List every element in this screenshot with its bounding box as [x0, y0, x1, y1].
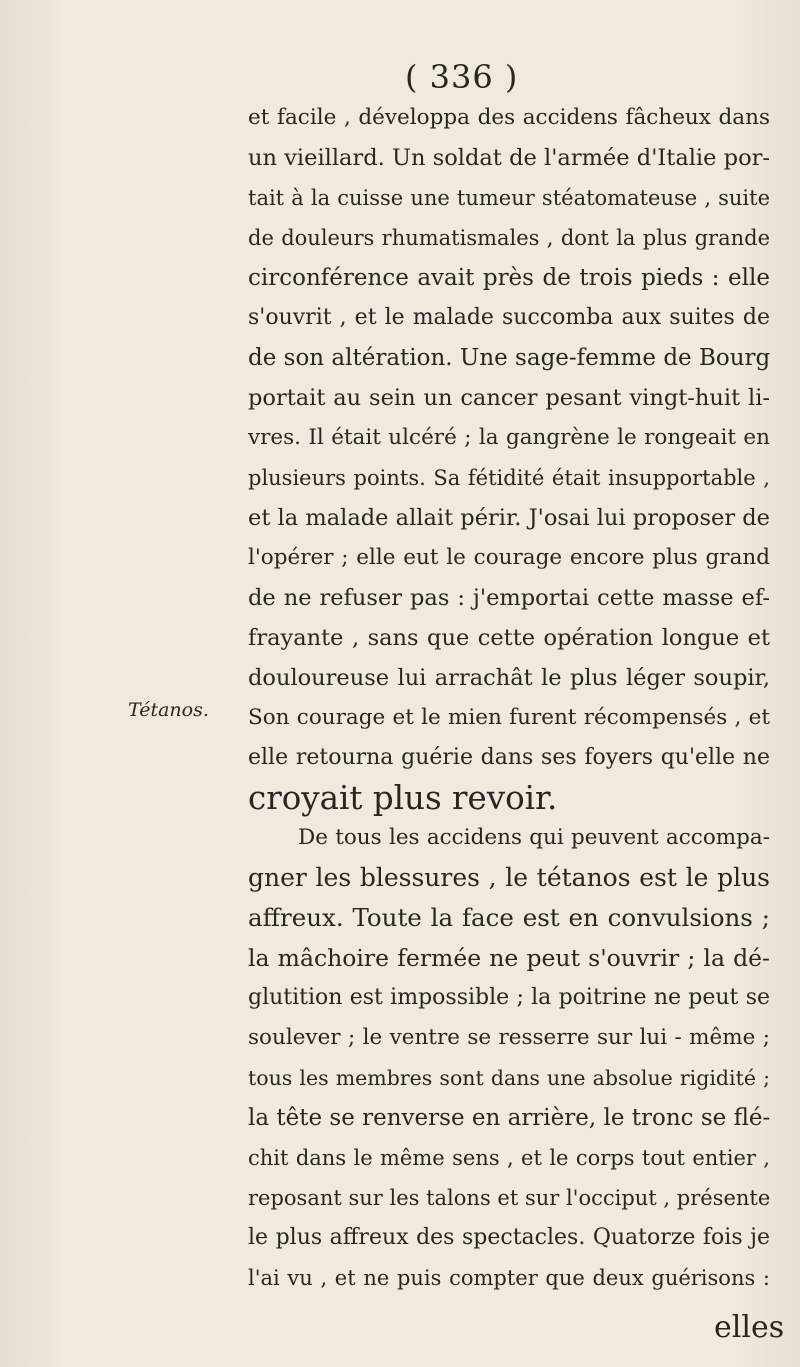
text-line: reposant sur les talons et sur l'occiput , présente — [248, 1186, 771, 1210]
text-line: chit dans le même sens , et le corps tout entier , — [248, 1146, 770, 1170]
text-line: elle retourna guérie dans ses foyers qu'elle ne — [248, 745, 770, 770]
text-line: de son altération. Une sage-femme de Bourg — [248, 345, 771, 371]
text-line: De tous les accidens qui peuvent accompa- — [298, 825, 770, 850]
text-line: et facile , développa des accidens fâcheux dans — [248, 105, 770, 130]
page-number: ( 336 ) — [405, 58, 519, 96]
text-line: croyait plus revoir. — [248, 779, 558, 817]
text-line: plusieurs points. Sa fétidité était insupportable , — [248, 466, 770, 490]
text-line: le plus affreux des spectacles. Quatorze fois je — [248, 1225, 770, 1250]
text-line: l'ai vu , et ne puis compter que deux guérisons : — [248, 1266, 770, 1290]
text-line: soulever ; le ventre se resserre sur lui - même ; — [248, 1025, 770, 1050]
text-line: Son courage et le mien furent récompensés , et — [248, 705, 770, 730]
text-line: l'opérer ; elle eut le courage encore plus grand — [248, 545, 770, 570]
catchword: elles — [714, 1310, 785, 1345]
text-line: douloureuse lui arrachât le plus léger soupir, — [248, 665, 770, 691]
margin-note: Tétanos. — [128, 699, 209, 721]
text-line: un vieillard. Un soldat de l'armée d'Italie por- — [248, 145, 770, 171]
text-line: la mâchoire fermée ne peut s'ouvrir ; la dé- — [248, 944, 770, 972]
text-line: de douleurs rhumatismales , dont la plus grande — [248, 226, 770, 250]
text-line: affreux. Toute la face est en convulsions ; — [248, 903, 770, 932]
text-line: frayante , sans que cette opération longue et — [248, 625, 770, 651]
text-line: gner les blessures , le tétanos est le plus — [248, 863, 770, 892]
text-line: portait au sein un cancer pesant vingt-huit li- — [248, 385, 770, 411]
text-line: et la malade allait périr. J'osai lui proposer de — [248, 505, 770, 531]
text-line: de ne refuser pas : j'emportai cette masse ef- — [248, 585, 770, 611]
text-line: tait à la cuisse une tumeur stéatomateuse , suite — [248, 186, 770, 210]
text-line: s'ouvrit , et le malade succomba aux suites de — [248, 305, 770, 330]
text-line: la tête se renverse en arrière, le tronc se flé- — [248, 1105, 771, 1131]
text-line: vres. Il était ulcéré ; la gangrène le rongeait en — [248, 425, 770, 450]
text-line: glutition est impossible ; la poitrine ne peut se — [248, 985, 770, 1010]
text-line: tous les membres sont dans une absolue rigidité ; — [248, 1066, 770, 1090]
text-line: circonférence avait près de trois pieds : elle — [248, 265, 770, 291]
